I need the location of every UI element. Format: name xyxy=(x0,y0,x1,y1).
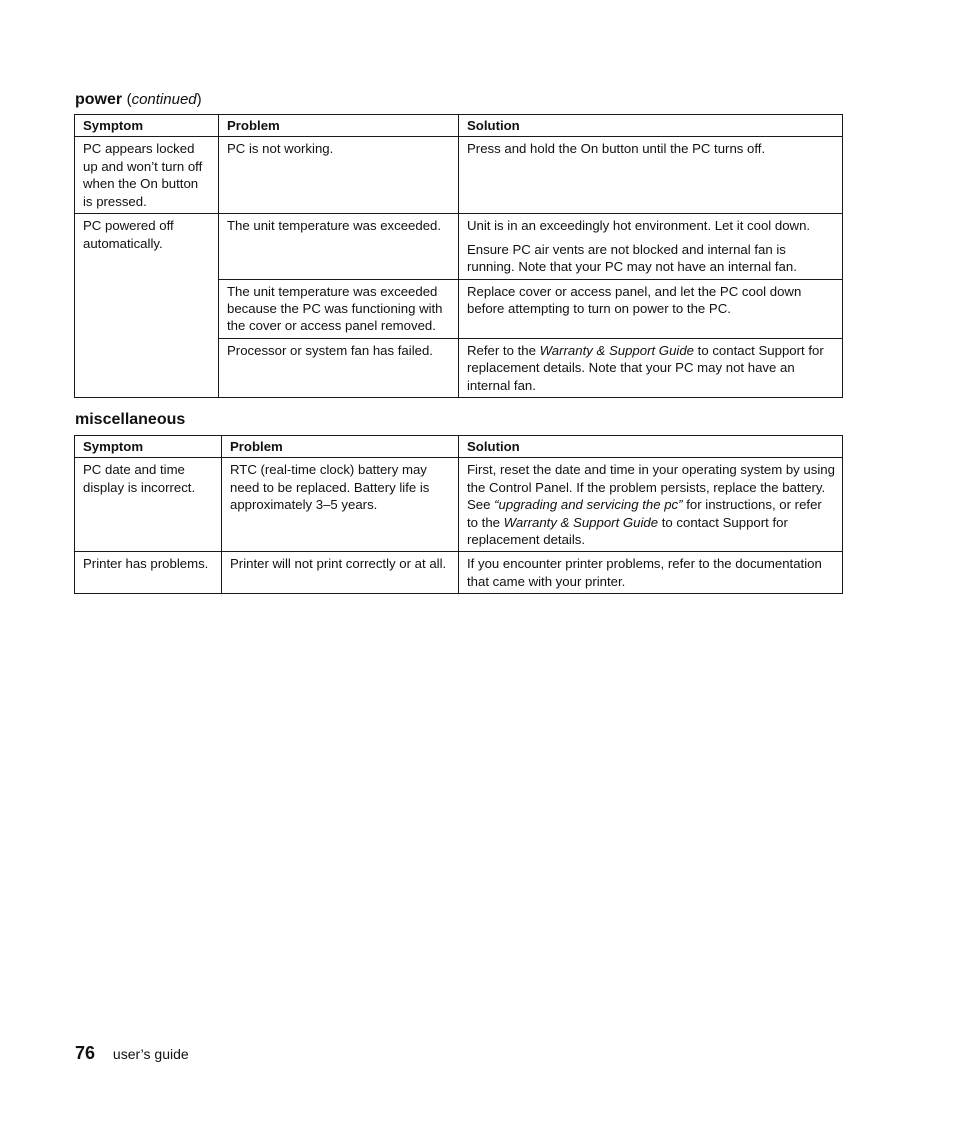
table-header-row xyxy=(75,115,843,137)
problem-cell: The unit temperature was exceeded because the PC was functioning with the cover or access panel removed. xyxy=(219,279,459,338)
power-troubleshooting-table xyxy=(74,114,843,398)
solution-cell: Press and hold the On button until the PC turns off. xyxy=(459,137,843,214)
header-symptom: Symptom xyxy=(75,115,219,137)
solution-cell: Refer to the Warranty & Support Guide to contact Support for replacement details. Note that your PC may not have an internal fan. xyxy=(459,338,843,397)
table-header-row xyxy=(75,436,843,458)
section-reference: “upgrading and servicing the pc” xyxy=(494,497,683,513)
symptom-cell: Printer has problems. xyxy=(75,552,222,594)
table-row xyxy=(75,552,843,594)
problem-cell: The unit temperature was exceeded. xyxy=(219,214,459,279)
document-reference: Warranty & Support Guide xyxy=(503,514,659,530)
symptom-cell: PC appears locked up and won’t turn off when the On button is pressed. xyxy=(75,137,219,214)
solution-paragraph: Unit is in an exceedingly hot environment. Let it cool down. xyxy=(467,218,811,234)
table-row xyxy=(75,458,843,552)
table-row xyxy=(75,137,843,214)
page-number: 76 xyxy=(75,1043,96,1063)
document-reference: Warranty & Support Guide xyxy=(539,342,694,358)
header-solution: Solution xyxy=(459,436,843,458)
header-symptom: Symptom xyxy=(75,436,222,458)
continued-note: (continued) xyxy=(126,91,202,108)
page-footer xyxy=(75,1043,189,1064)
header-solution: Solution xyxy=(459,115,843,137)
solution-cell: If you encounter printer problems, refer to the documentation that came with your printer. xyxy=(459,552,843,594)
table-row xyxy=(75,214,843,279)
section-title-miscellaneous: miscellaneous xyxy=(75,411,186,428)
problem-cell: Printer will not print correctly or at all. xyxy=(222,552,459,594)
section-title-text: power xyxy=(75,91,123,108)
header-problem: Problem xyxy=(219,115,459,137)
solution-paragraph: Ensure PC air vents are not blocked and internal fan is running. Note that your PC may not have an internal fan. xyxy=(467,241,797,275)
header-problem: Problem xyxy=(222,436,459,458)
problem-cell: PC is not working. xyxy=(219,137,459,214)
solution-cell: Replace cover or access panel, and let the PC cool down before attempting to turn on power to the PC. xyxy=(459,279,843,338)
solution-cell: First, reset the date and time in your operating system by using the Control Panel. If the problem persists, replace the battery. See “upgrading and servicing the pc” for instructions, or refer to the Warranty & Support Guide to contact Support for replacement details. xyxy=(459,458,843,552)
symptom-cell: PC powered off automatically. xyxy=(75,214,219,398)
symptom-cell: PC date and time display is incorrect. xyxy=(75,458,222,552)
footer-label: user’s guide xyxy=(112,1046,189,1062)
problem-cell: Processor or system fan has failed. xyxy=(219,338,459,397)
solution-cell xyxy=(459,214,843,279)
problem-cell: RTC (real-time clock) battery may need to be replaced. Battery life is approximately 3–5 years. xyxy=(222,458,459,552)
misc-troubleshooting-table xyxy=(74,435,843,594)
section-title-power xyxy=(75,90,202,110)
